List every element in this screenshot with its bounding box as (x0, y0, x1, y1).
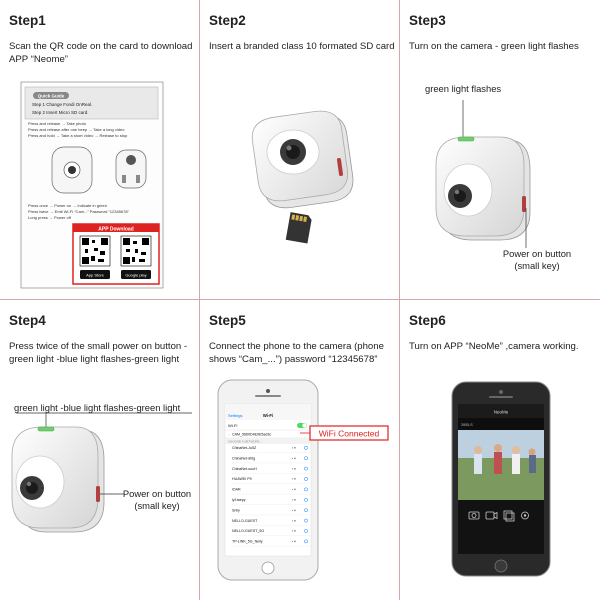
step3-description: Turn on the camera - green light flashes (409, 41, 579, 52)
svg-text:✓: ✓ (228, 433, 231, 437)
card-line: Long press → Power off (28, 215, 71, 220)
card-line: Press and hold → Take a short video → Release to stop (28, 133, 128, 138)
lock-wifi-icon: ▪ ▾ (292, 456, 296, 461)
wifi-toggle-label: Wi-Fi (228, 423, 238, 428)
power-button[interactable] (522, 196, 526, 212)
qr-code-android (121, 236, 151, 266)
network-name: ChinaNet-dbtg (232, 456, 256, 461)
lock-wifi-icon: ▪ ▾ (292, 466, 296, 471)
network-name: iOAR (232, 487, 241, 492)
app-store-label: App Store (86, 272, 104, 278)
step2-panel (200, 0, 398, 298)
qr-code-ios (80, 236, 110, 266)
card-step2: Step 2 Insert Micro SD card. (32, 110, 89, 115)
phone-wifi-illustration (200, 300, 398, 598)
network-name: ChinaNet-Ju5Z (232, 446, 257, 450)
step1-description: Scan the QR code on the card to download APP “Neome” (9, 41, 193, 65)
step2-description: Insert a branded class 10 formated SD card (209, 41, 395, 52)
lock-wifi-icon: ▪ ▾ (292, 508, 296, 513)
camera-front-illustration (0, 300, 198, 598)
lock-wifi-icon: ▪ ▾ (292, 498, 296, 502)
phone-app-illustration (400, 300, 598, 598)
step2-title: Step2 (209, 13, 246, 28)
step1-title: Step1 (9, 13, 46, 28)
device-id: 3955-S (461, 423, 473, 427)
power-button[interactable] (96, 486, 100, 502)
step4-panel (0, 300, 198, 598)
step4-description: Press twice of the small power on button -green light -blue light flashes-green light (9, 341, 188, 365)
wifi-screen-title: Wi-Fi (262, 413, 274, 418)
network-name: lyf-taepy (232, 498, 246, 502)
google-play-label: Google play (125, 272, 147, 278)
network-name: Snily (232, 508, 240, 513)
step6-title: Step6 (409, 313, 446, 328)
quick-guide-card (0, 0, 198, 298)
home-button[interactable] (262, 562, 274, 574)
sd-card (286, 212, 313, 243)
lock-wifi-icon: ▪ ▾ (292, 477, 296, 482)
network-name: HUAWEI P9 (232, 477, 252, 482)
light-sequence-label: green light -blue light flashes-green light (14, 402, 181, 413)
step5-title: Step5 (209, 313, 246, 328)
card-line: Press once → Power on → Indicate in green (28, 203, 107, 208)
lock-wifi-icon: ▪ ▾ (292, 518, 296, 523)
lock-wifi-icon: ▪ ▾ (292, 529, 296, 534)
card-step1: Step 1 Change Fondi OnReal. (32, 102, 93, 107)
power-button-label-line: (small key) (514, 260, 560, 271)
step5-panel (200, 300, 398, 598)
step3-panel (400, 0, 598, 298)
network-name: ChinaNet-uuuH (232, 466, 257, 471)
app-download-label: APP Download (98, 226, 134, 233)
step5-description: Connect the phone to the camera (phone shows “Cam_...”) password “12345678” (209, 341, 384, 365)
wifi-connected-label: WiFi Connected (318, 428, 380, 439)
network-name: NELLO-GUEST (232, 518, 258, 523)
choose-network-header: CHOOSE A NETWORK... (228, 439, 263, 444)
card-line: Press twice → Emit Wi-Fi “Cam...” Password “12345678” (28, 209, 129, 214)
camera-with-sd-illustration (200, 0, 398, 298)
card-header: Quick Guide (37, 93, 65, 99)
network-name: NELLO-GUEST_5G (232, 529, 265, 534)
step1-panel (0, 0, 198, 298)
step6-description: Turn on APP “NeoMe” ,camera working. (409, 341, 579, 352)
connected-network[interactable]: CAM_5660D4E0E5ad3c (232, 432, 272, 437)
step3-title: Step3 (409, 13, 446, 28)
step6-panel (400, 300, 598, 598)
app-title: NeoMe (493, 409, 509, 415)
card-line: Press and release → Take photo (28, 121, 86, 126)
network-name: TP-LINK_5G_Nelly (232, 539, 263, 544)
lock-wifi-icon: ▪ ▾ (292, 487, 296, 492)
step4-title: Step4 (9, 313, 46, 328)
power-button-label-line: Power on button (122, 488, 192, 499)
settings-back-link[interactable]: Settings (228, 413, 243, 418)
camera-front-illustration (400, 0, 598, 298)
green-light-label: green light flashes (425, 83, 502, 94)
power-button-label-line: (small key) (134, 500, 180, 511)
card-line: Press and release after one beep → Take a long video (28, 127, 125, 132)
green-led-indicator (458, 137, 474, 141)
lock-wifi-icon: ▪ ▾ (292, 446, 296, 450)
status-led-indicator (38, 427, 54, 431)
power-button-label-line: Power on button (502, 248, 572, 259)
lock-wifi-icon: ▪ ▾ (292, 539, 296, 544)
home-button[interactable] (495, 560, 507, 572)
